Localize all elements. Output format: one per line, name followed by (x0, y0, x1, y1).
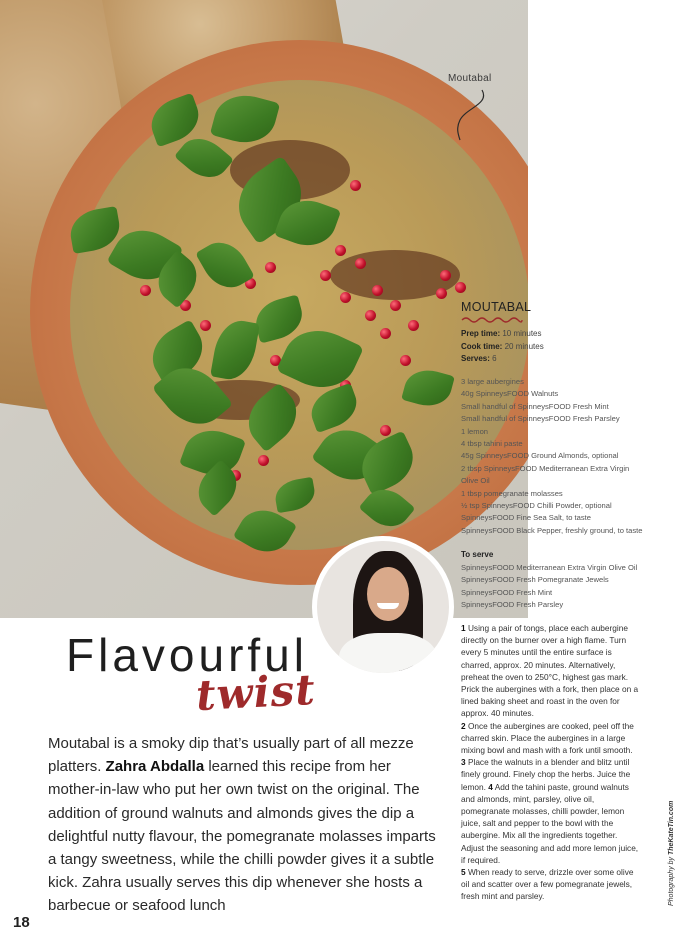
pomegranate-seed (365, 310, 376, 321)
prep-time: Prep time: 10 minutes (461, 329, 542, 338)
photo-caption: Moutabal (448, 73, 492, 84)
pomegranate-seed (350, 180, 361, 191)
recipe-title: MOUTABAL (461, 300, 532, 314)
serve-item: SpinneysFOOD Mediterranean Extra Virgin Olive Oil (461, 563, 638, 572)
pomegranate-seed (258, 455, 269, 466)
pomegranate-seed (320, 270, 331, 281)
step-number: 4 (488, 781, 493, 792)
pomegranate-seed (400, 355, 411, 366)
step-text: Add the tahini paste, ground walnuts and almonds, mint, parsley, olive oil, pomegranate molasses, chilli powder, lemon juice, salt and pepper to the bowl with the aubergine. Mix all the ingredients together. Adjust the seasoning and add more lemon juice, if required. (461, 781, 639, 865)
page-number: 18 (13, 914, 30, 931)
ingredient: Small handful of SpinneysFOOD Fresh Parsley (461, 414, 620, 424)
pomegranate-seed (335, 245, 346, 256)
ingredient: 4 tbsp tahini paste (461, 439, 523, 449)
ingredient: 45g SpinneysFOOD Ground Almonds, optional (461, 451, 619, 461)
chef-name: Zahra Abdalla (105, 758, 205, 776)
recipe-meta (461, 328, 544, 366)
ingredient: 1 tbsp pomegranate molasses (461, 488, 563, 498)
pomegranate-seed (380, 425, 391, 436)
ingredient: SpinneysFOOD Fine Sea Salt, to taste (461, 513, 591, 523)
caption-arrow-icon (448, 86, 488, 142)
photo-credit: Photography by TheKateTin.com (668, 800, 675, 906)
step-text: Using a pair of tongs, place each aubergine directly on the burner over a high flame. Turn every 5 minutes until the entire surface is charred, approx. 20 minutes. Alternatively, preheat the oven to 250°C, highest gas mark. Prick the aubergines with a fork, then place on a lined baking sheet and roast in the oven for approx. 40 minutes. (461, 623, 639, 719)
pomegranate-seed (408, 320, 419, 331)
serve-item: SpinneysFOOD Fresh Parsley (461, 600, 564, 610)
pomegranate-seed (436, 288, 447, 299)
pomegranate-seed (200, 320, 211, 331)
ingredient: Small handful of SpinneysFOOD Fresh Mint (461, 401, 609, 411)
pomegranate-seed (355, 258, 366, 269)
step-number: 2 (461, 720, 466, 731)
serve-item: SpinneysFOOD Fresh Pomegranate Jewels (461, 575, 609, 585)
step-text: When ready to serve, drizzle over some olive oil and scatter over a few pomegranate jewels, fresh mint and parsley. (461, 867, 634, 902)
to-serve-list (461, 562, 681, 612)
pomegranate-seed (390, 300, 401, 311)
pomegranate-seed (380, 328, 391, 339)
ingredient: Olive Oil (461, 476, 490, 486)
ingredient: 3 large aubergines (461, 377, 524, 386)
portrait-smile (377, 603, 399, 609)
ingredient: 1 lemon (461, 426, 489, 436)
ingredient: ½ tsp SpinneysFOOD Chilli Powder, optional (461, 501, 612, 511)
ingredients-list (461, 376, 681, 537)
food-photo (0, 0, 528, 618)
pomegranate-seed (372, 285, 383, 296)
ingredient: 40g SpinneysFOOD Walnuts (461, 389, 559, 399)
portrait-shirt (339, 633, 437, 678)
portrait-face (367, 567, 409, 621)
ingredient: 2 tbsp SpinneysFOOD Mediterranean Extra Virgin (461, 463, 630, 473)
serves: Serves: 6 (461, 354, 497, 363)
step-text: Once the aubergines are cooked, peel off the charred skin. Place the aubergines in a large mixing bowl and mash with a fork until smooth. (461, 720, 634, 756)
headline: Flavourful (66, 629, 308, 681)
pomegranate-seed (265, 262, 276, 273)
serve-item: SpinneysFOOD Fresh Mint (461, 587, 553, 597)
headline-script: twist (194, 664, 317, 721)
pomegranate-seed (340, 292, 351, 303)
step-text: Place the walnuts in a blender and blitz until finely ground. Finely chop the herbs. Juice the lemon. (461, 757, 631, 792)
pomegranate-seed (455, 282, 466, 293)
pomegranate-seed (140, 285, 151, 296)
pomegranate-seed (440, 270, 451, 281)
cook-time: Cook time: 20 minutes (461, 341, 544, 351)
method-steps (461, 622, 639, 903)
squiggle-divider-icon (461, 316, 523, 324)
step-number: 1 (461, 623, 466, 633)
to-serve-heading: To serve (461, 550, 494, 559)
step-number: 3 (461, 757, 466, 768)
ingredient: SpinneysFOOD Black Pepper, freshly ground, to taste (461, 525, 643, 535)
chef-portrait (312, 536, 454, 678)
intro-paragraph: Moutabal is a smoky dip that’s usually part of all mezze platters. Zahra Abdalla learned this recipe from her mother-in-law who put her own twist on the original. The addition of ground walnuts and almonds gives the dip a delightful nutty flavour, the pomegranate molasses imparts a tangy sweetness, while the chilli powder gives it a subtle kick. Zahra usually serves this dip whenever she hosts a barbecue or seafood lunch (48, 735, 436, 915)
step-number: 5 (461, 867, 466, 878)
